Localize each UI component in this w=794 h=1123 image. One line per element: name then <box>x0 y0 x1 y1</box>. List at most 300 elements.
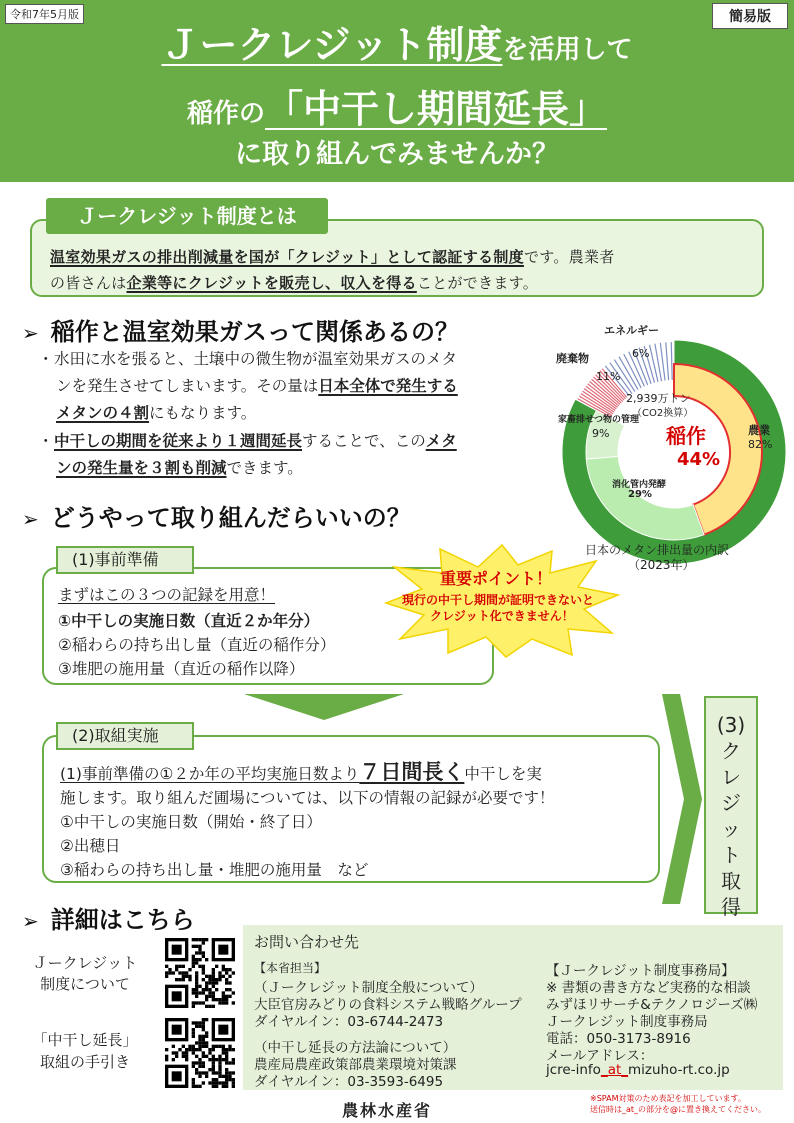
qr-module <box>202 1041 205 1044</box>
qr-module <box>198 1061 201 1064</box>
qr-module <box>205 998 208 1001</box>
credit-char: (3) <box>716 713 746 737</box>
qr-module <box>208 1058 211 1061</box>
qr-module <box>225 995 228 998</box>
jcredit-text-1: です。農業者 <box>523 248 615 266</box>
qr-module <box>202 951 205 954</box>
qr-label-guide-2: 取組の手引き <box>39 1053 130 1071</box>
qr-module <box>192 988 195 991</box>
qr-module <box>218 1055 221 1058</box>
chart-pct-rice: 44% <box>677 449 721 470</box>
qr-module <box>188 975 191 978</box>
qr-module <box>195 995 198 998</box>
qr-module <box>225 1071 228 1074</box>
contact-office-note: ※ 書類の書き方など実務的な相談 <box>546 980 751 996</box>
qr-module <box>192 1028 195 1031</box>
qr-module <box>192 1048 195 1051</box>
qr-module <box>198 965 201 968</box>
qr-module <box>218 1065 221 1068</box>
qr-module <box>228 968 231 971</box>
qr-finder-core <box>172 1071 182 1081</box>
qr-module <box>202 1001 205 1004</box>
qr-module <box>222 1001 225 1004</box>
qr-module <box>205 975 208 978</box>
qr-module <box>202 1038 205 1041</box>
qr-module <box>202 1071 205 1074</box>
qr-module <box>222 968 225 971</box>
qr-module <box>232 1058 235 1061</box>
jcredit-text-3: ことができます。 <box>416 274 539 292</box>
qr-module <box>222 965 225 968</box>
qr-module <box>195 961 198 964</box>
qr-module <box>215 1045 218 1048</box>
contact-office-email-label: メールアドレス： <box>546 1048 654 1064</box>
important-line-1: 現行の中干し期間が証明できないと <box>402 593 595 607</box>
qr-module <box>222 1048 225 1051</box>
chart-pct-energy: 6% <box>632 347 650 360</box>
qr-module <box>205 995 208 998</box>
qr-module <box>218 1045 221 1048</box>
bullet-text: できます。 <box>226 459 303 477</box>
qr-module <box>222 1058 225 1061</box>
qr-module <box>192 1065 195 1068</box>
qr-module <box>182 1055 185 1058</box>
arrow-icon: ➢ <box>22 507 39 531</box>
qr-module <box>208 975 211 978</box>
qr-module <box>198 1041 201 1044</box>
qr-module <box>232 1048 235 1051</box>
qr-module <box>205 1005 208 1008</box>
bullet-underline: 中干しの期間を従来より１週間延長 <box>54 432 303 450</box>
qr-module <box>212 1061 215 1064</box>
qr-label-guide: 「中干し延長」 <box>32 1031 138 1049</box>
jcredit-text <box>50 244 750 296</box>
qr-finder-core <box>172 1025 182 1035</box>
qr-module <box>232 1071 235 1074</box>
qr-module <box>225 998 228 1001</box>
qr-module <box>202 968 205 971</box>
bullet-dot-icon: ・ <box>38 432 54 450</box>
chart-pct-manure: 9% <box>592 427 610 440</box>
qr-module <box>205 1018 208 1021</box>
qr-module <box>192 1081 195 1084</box>
qr-module <box>215 1058 218 1061</box>
qr-module <box>175 1051 178 1054</box>
qr-module <box>225 978 228 981</box>
qr-module <box>172 1051 175 1054</box>
qr-module <box>212 1045 215 1048</box>
credit-char: ク <box>721 739 741 763</box>
section-heading-howto <box>22 498 411 533</box>
qr-module <box>202 991 205 994</box>
qr-module <box>192 991 195 994</box>
qr-module <box>208 1068 211 1071</box>
qr-module <box>202 1045 205 1048</box>
qr-code-jcredit-icon[interactable] <box>165 938 235 1008</box>
qr-module <box>165 1055 168 1058</box>
contact-office-phone: 電話：050-3173-8916 <box>546 1031 691 1047</box>
qr-module <box>202 941 205 944</box>
qr-module <box>208 978 211 981</box>
qr-module <box>205 981 208 984</box>
qr-module <box>172 1045 175 1048</box>
section-title: 詳細はこちら <box>50 906 195 934</box>
qr-module <box>198 1035 201 1038</box>
section-title: どうやって取り組んだらいいの？ <box>50 504 411 532</box>
qr-module <box>208 988 211 991</box>
qr-module <box>192 938 195 941</box>
qr-module <box>195 1071 198 1074</box>
qr-module <box>225 1078 228 1081</box>
qr-module <box>198 1021 201 1024</box>
qr-module <box>222 1081 225 1084</box>
spam-note-1: ※SPAM対策のため表記を加工しています。 <box>590 1094 746 1103</box>
qr-module <box>175 1055 178 1058</box>
qr-module <box>222 1045 225 1048</box>
qr-module <box>195 1048 198 1051</box>
bullet-text: にもなります。 <box>149 404 257 422</box>
qr-module <box>188 1048 191 1051</box>
qr-module <box>228 995 231 998</box>
qr-module <box>215 1071 218 1074</box>
qr-finder-core <box>172 945 182 955</box>
title-line2-pre: 稲作の <box>186 99 265 129</box>
qr-module <box>182 1051 185 1054</box>
credit-char: ッ <box>721 817 741 841</box>
qr-module <box>215 981 218 984</box>
contact-title: お問い合わせ先 <box>254 933 360 951</box>
qr-module <box>222 998 225 1001</box>
qr-module <box>212 968 215 971</box>
qr-module <box>212 995 215 998</box>
qr-module <box>225 1001 228 1004</box>
important-line-2: クレジット化できません！ <box>430 609 574 623</box>
qr-module <box>208 1048 211 1051</box>
qr-module <box>222 995 225 998</box>
qr-module <box>202 965 205 968</box>
qr-module <box>212 975 215 978</box>
qr-module <box>165 1048 168 1051</box>
credit-char: レ <box>721 765 741 789</box>
down-arrow-icon <box>244 694 404 720</box>
contact-office-heading: 【Ｊークレジット制度事務局】 <box>546 963 735 979</box>
qr-module <box>168 971 171 974</box>
qr-module <box>202 1051 205 1054</box>
qr-module <box>198 1045 201 1048</box>
qr-label-jcredit: Ｊークレジット <box>32 954 138 972</box>
qr-module <box>198 985 201 988</box>
qr-module <box>208 995 211 998</box>
qr-module <box>228 1048 231 1051</box>
qr-module <box>192 1085 195 1088</box>
chart-pct-waste: 11% <box>596 370 621 383</box>
contact-office-name: Ｊークレジット制度事務局 <box>546 1014 708 1030</box>
qr-finder-core <box>218 1025 228 1035</box>
title-line-2 <box>0 78 794 133</box>
qr-module <box>212 998 215 1001</box>
chart-center-total: 2,939万トン <box>626 392 691 405</box>
qr-module <box>198 1001 201 1004</box>
chart-label-agriculture: 農業 <box>748 424 770 437</box>
qr-module <box>212 1055 215 1058</box>
prep-item-2: ②稲わらの持ち出し量（直近の稲作分） <box>58 636 336 654</box>
qr-module <box>208 1081 211 1084</box>
qr-module <box>172 971 175 974</box>
bullet-text: 水田に水を張ると、土壌中の微生物が温室効果ガスのメタ <box>54 350 458 368</box>
qr-module <box>225 981 228 984</box>
qr-module <box>205 1045 208 1048</box>
qr-module <box>218 1058 221 1061</box>
qr-module <box>202 978 205 981</box>
qr-module <box>212 1005 215 1008</box>
qr-module <box>228 988 231 991</box>
contact-ministry-phone: ダイヤルイン：03-6744-2473 <box>254 1014 444 1030</box>
section-heading-relation <box>22 312 459 347</box>
qr-module <box>202 988 205 991</box>
credit-char: 取 <box>721 869 741 893</box>
qr-module <box>225 1055 228 1058</box>
qr-code-guide-icon[interactable] <box>165 1018 235 1088</box>
qr-module <box>205 1031 208 1034</box>
qr-finder-core <box>172 991 182 1001</box>
prep-intro: まずはこの３つの記録を用意！ <box>58 586 276 604</box>
qr-module <box>198 1071 201 1074</box>
qr-module <box>205 958 208 961</box>
bullet-methane-reduction <box>38 428 538 482</box>
contact-ministry-dept: 大臣官房みどりの食料システム戦略グループ <box>254 997 522 1013</box>
qr-module <box>205 1075 208 1078</box>
implementation-tab: (2)取組実施 <box>56 722 194 750</box>
qr-module <box>198 1025 201 1028</box>
bullet-underline: メタ <box>425 432 457 450</box>
qr-module <box>202 971 205 974</box>
qr-module <box>218 1061 221 1064</box>
qr-module <box>212 991 215 994</box>
qr-module <box>182 1045 185 1048</box>
prep-item-3: ③堆肥の施用量（直近の稲作以降） <box>58 660 305 678</box>
title-line-3: に取り組んでみませんか？ <box>235 139 559 170</box>
impl-line-1 <box>60 756 542 786</box>
qr-module <box>225 1058 228 1061</box>
bullet-text: ンを発生させてしまいます。その量は <box>56 377 319 395</box>
qr-module <box>218 971 221 974</box>
qr-module <box>185 1055 188 1058</box>
qr-module <box>182 965 185 968</box>
bullet-underline: 日本全体で発生する <box>318 377 458 395</box>
qr-module <box>228 981 231 984</box>
qr-module <box>218 978 221 981</box>
qr-module <box>202 1065 205 1068</box>
chart-caption: 日本のメタン排出量の内訳 <box>585 543 730 557</box>
qr-module <box>198 951 201 954</box>
qr-module <box>195 1025 198 1028</box>
qr-module <box>192 1078 195 1081</box>
qr-module <box>225 1075 228 1078</box>
qr-module <box>232 1001 235 1004</box>
qr-module <box>188 1045 191 1048</box>
prep-item-1: ①中干しの実施日数（直近２か年分） <box>58 612 320 630</box>
bullet-underline: ンの発生量を３割も削減 <box>56 459 227 477</box>
qr-module <box>218 1001 221 1004</box>
qr-module <box>182 975 185 978</box>
qr-module <box>165 1058 168 1061</box>
qr-module <box>192 1035 195 1038</box>
qr-finder-core <box>218 945 228 955</box>
chart-pct-digestion: 29% <box>628 489 652 500</box>
impl-7days: ７日間長く <box>359 760 465 784</box>
qr-module <box>178 978 181 981</box>
qr-module <box>222 975 225 978</box>
qr-module <box>222 1075 225 1078</box>
qr-module <box>195 958 198 961</box>
qr-module <box>195 1021 198 1024</box>
qr-module <box>178 1048 181 1051</box>
qr-module <box>205 988 208 991</box>
qr-module <box>192 961 195 964</box>
qr-module <box>192 1051 195 1054</box>
qr-module <box>198 1085 201 1088</box>
ministry-logo: 農林水産省 <box>342 1101 433 1120</box>
edition-label: 令和7年5月版 <box>5 4 84 24</box>
chart-label-manure: 家畜排せつ物の管理 <box>558 415 640 425</box>
email-part: mizuho-rt.co.jp <box>628 1062 730 1078</box>
qr-module <box>212 978 215 981</box>
qr-module <box>205 1055 208 1058</box>
qr-module <box>195 951 198 954</box>
jcredit-underline-1: 温室効果ガスの排出削減量を国が「クレジット」として認証する制度 <box>50 248 524 266</box>
qr-module <box>202 955 205 958</box>
qr-module <box>225 988 228 991</box>
qr-module <box>208 1005 211 1008</box>
bullet-dot-icon: ・ <box>38 350 54 368</box>
arrow-icon: ➢ <box>22 909 39 933</box>
qr-module <box>182 971 185 974</box>
chart-center-unit: （CO2換算） <box>632 408 694 419</box>
jcredit-tab: Ｊークレジット制度とは <box>46 198 328 234</box>
qr-module <box>202 1035 205 1038</box>
qr-module <box>192 945 195 948</box>
section-heading-details <box>22 900 195 935</box>
qr-module <box>185 1048 188 1051</box>
qr-module <box>195 975 198 978</box>
qr-module <box>212 1048 215 1051</box>
qr-module <box>198 948 201 951</box>
qr-module <box>225 1081 228 1084</box>
qr-module <box>192 1005 195 1008</box>
qr-module <box>202 1061 205 1064</box>
qr-module <box>198 1048 201 1051</box>
qr-module <box>195 991 198 994</box>
qr-module <box>215 1085 218 1088</box>
qr-label-jcredit-2: 制度について <box>40 975 130 993</box>
jcredit-underline-2: 企業等にクレジットを販売し、収入を得る <box>126 274 417 292</box>
impl-item-3: ③稲わらの持ち出し量・堆肥の施用量 など <box>60 861 369 879</box>
qr-module <box>195 1001 198 1004</box>
qr-module <box>195 1061 198 1064</box>
chart-label-waste: 廃棄物 <box>556 352 589 365</box>
arrow-icon: ➢ <box>22 321 39 345</box>
qr-module <box>182 978 185 981</box>
qr-module <box>192 1031 195 1034</box>
qr-module <box>232 971 235 974</box>
qr-module <box>202 1081 205 1084</box>
qr-module <box>185 975 188 978</box>
qr-module <box>192 1021 195 1024</box>
chart-caption-year: （2023年） <box>628 558 695 572</box>
qr-module <box>165 965 168 968</box>
qr-module <box>198 945 201 948</box>
qr-module <box>192 1061 195 1064</box>
impl-line-2: 施します。取り組んだ圃場については、以下の情報の記録が必要です！ <box>60 789 555 807</box>
prep-tab: (1)事前準備 <box>56 546 194 574</box>
contact-email-link[interactable] <box>546 1062 730 1078</box>
qr-module <box>232 1085 235 1088</box>
credit-char: ト <box>721 843 741 867</box>
bullet-text: することで、この <box>302 432 426 450</box>
qr-module <box>212 1085 215 1088</box>
contact-method-phone: ダイヤルイン：03-3593-6495 <box>254 1074 444 1090</box>
qr-module <box>205 938 208 941</box>
qr-module <box>228 1045 231 1048</box>
section-title: 稲作と温室効果ガスって関係あるの？ <box>50 318 460 346</box>
qr-module <box>178 965 181 968</box>
qr-module <box>198 1065 201 1068</box>
qr-module <box>222 1085 225 1088</box>
qr-module <box>175 968 178 971</box>
credit-text <box>704 712 758 920</box>
impl-text: 中干しを実 <box>464 765 542 783</box>
qr-module <box>175 965 178 968</box>
chart-pct-agriculture: 82% <box>748 438 773 451</box>
spam-note-2: 送信時は_at_の部分を@に置き換えてください。 <box>590 1105 767 1114</box>
qr-module <box>212 1078 215 1081</box>
qr-module <box>228 1061 231 1064</box>
qr-module <box>225 1051 228 1054</box>
qr-module <box>218 998 221 1001</box>
impl-item-1: ①中干しの実施日数（開始・終了日） <box>60 813 322 831</box>
qr-module <box>178 971 181 974</box>
qr-module <box>208 1051 211 1054</box>
title-line1-rest: を活用して <box>502 35 633 65</box>
qr-module <box>215 1078 218 1081</box>
qr-module <box>195 988 198 991</box>
impl-text: (1)事前準備の①２か年の平均実施日数より <box>60 765 360 783</box>
contact-ministry-topic: （Ｊークレジット制度全般について） <box>254 980 483 996</box>
qr-module <box>168 968 171 971</box>
qr-module <box>195 938 198 941</box>
qr-module <box>198 958 201 961</box>
qr-module <box>212 1065 215 1068</box>
qr-module <box>172 1058 175 1061</box>
qr-module <box>208 981 211 984</box>
qr-module <box>202 1021 205 1024</box>
qr-module <box>222 1051 225 1054</box>
qr-module <box>225 1061 228 1064</box>
qr-module <box>202 1028 205 1031</box>
chart-label-digestion: 消化管内発酵 <box>612 480 667 490</box>
title-jcredit: Ｊークレジット制度 <box>161 23 503 67</box>
qr-module <box>228 1071 231 1074</box>
qr-module <box>202 1018 205 1021</box>
important-title: 重要ポイント！ <box>440 569 553 588</box>
qr-module <box>202 1055 205 1058</box>
qr-module <box>225 968 228 971</box>
qr-module <box>222 991 225 994</box>
qr-module <box>195 981 198 984</box>
methane-donut-chart <box>556 334 792 570</box>
qr-module <box>192 958 195 961</box>
qr-module <box>195 985 198 988</box>
